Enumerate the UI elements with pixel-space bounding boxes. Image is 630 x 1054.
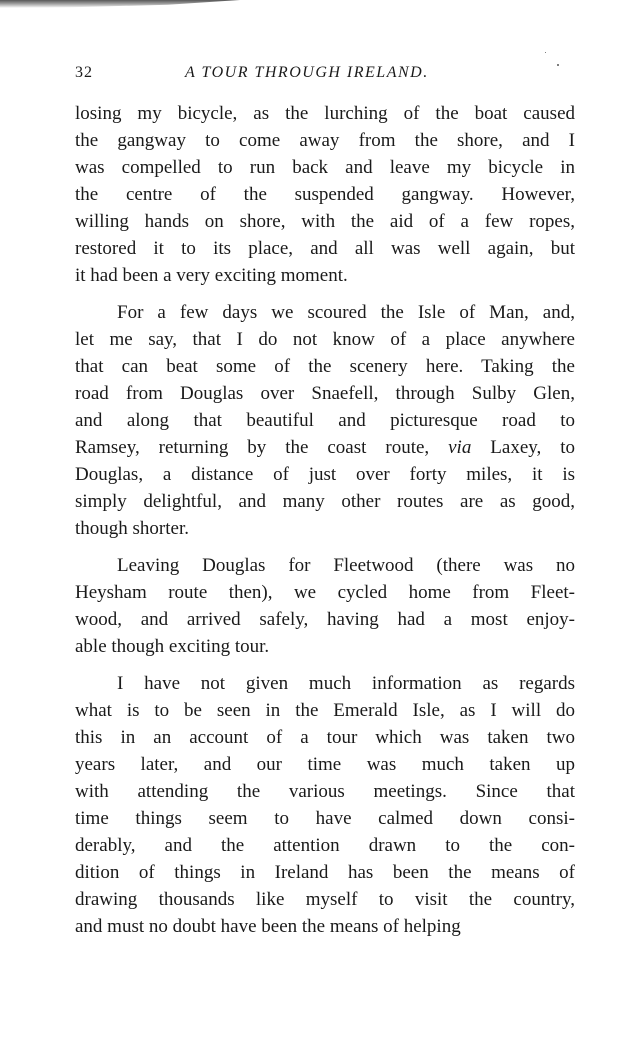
text-line: Heysham route then), we cycled home from Fleet- (75, 582, 575, 603)
text-line: restored it to its place, and all was well again, but (75, 238, 575, 259)
paragraph (75, 299, 575, 542)
scan-speck (545, 52, 546, 53)
text-line: this in an account of a tour which was taken two (75, 727, 575, 748)
page-header (75, 64, 575, 86)
text-line: drawing thousands like myself to visit the country, (75, 889, 575, 910)
page-number: 32 (75, 64, 93, 81)
running-title: A TOUR THROUGH IRELAND. (185, 64, 429, 81)
text-line: dition of things in Ireland has been the means of (75, 862, 575, 883)
scan-edge-mark (0, 0, 240, 8)
text-line: though shorter. (75, 518, 189, 539)
text-line: time things seem to have calmed down consi- (75, 808, 575, 829)
text-line: years later, and our time was much taken up (75, 754, 575, 775)
text-line: and along that beautiful and picturesque road to (75, 410, 575, 431)
text-line: losing my bicycle, as the lurching of the boat caused (75, 103, 575, 124)
text-line: Leaving Douglas for Fleetwood (there was no (117, 555, 575, 576)
text-line: and must no doubt have been the means of helping (75, 916, 461, 937)
text-line: I have not given much information as regards (117, 673, 575, 694)
text-line: derably, and the attention drawn to the con- (75, 835, 575, 856)
paragraph (75, 552, 575, 660)
text-line: let me say, that I do not know of a place anywhere (75, 329, 575, 350)
paragraph (75, 100, 575, 289)
text-line: the centre of the suspended gangway. However, (75, 184, 575, 205)
paragraph (75, 670, 575, 940)
text-line: was compelled to run back and leave my bicycle in (75, 157, 575, 178)
text-line: For a few days we scoured the Isle of Man, and, (117, 302, 575, 323)
text-line: wood, and arrived safely, having had a most enjoy- (75, 609, 575, 630)
text-line: it had been a very exciting moment. (75, 265, 348, 286)
text-line: simply delightful, and many other routes are as good, (75, 491, 575, 512)
text-line: able though exciting tour. (75, 636, 270, 657)
text-line: with attending the various meetings. Since that (75, 781, 575, 802)
text-line: willing hands on shore, with the aid of a few ropes, (75, 211, 575, 232)
text-line: road from Douglas over Snaefell, through Sulby Glen, (75, 383, 575, 404)
body-text (75, 100, 575, 950)
text-line: the gangway to come away from the shore, and I (75, 130, 575, 151)
text-line: what is to be seen in the Emerald Isle, as I will do (75, 700, 575, 721)
text-line: Ramsey, returning by the coast route, via Laxey, to (75, 437, 575, 458)
text-line: that can beat some of the scenery here. Taking the (75, 356, 575, 377)
text-line: Douglas, a distance of just over forty miles, it is (75, 464, 575, 485)
